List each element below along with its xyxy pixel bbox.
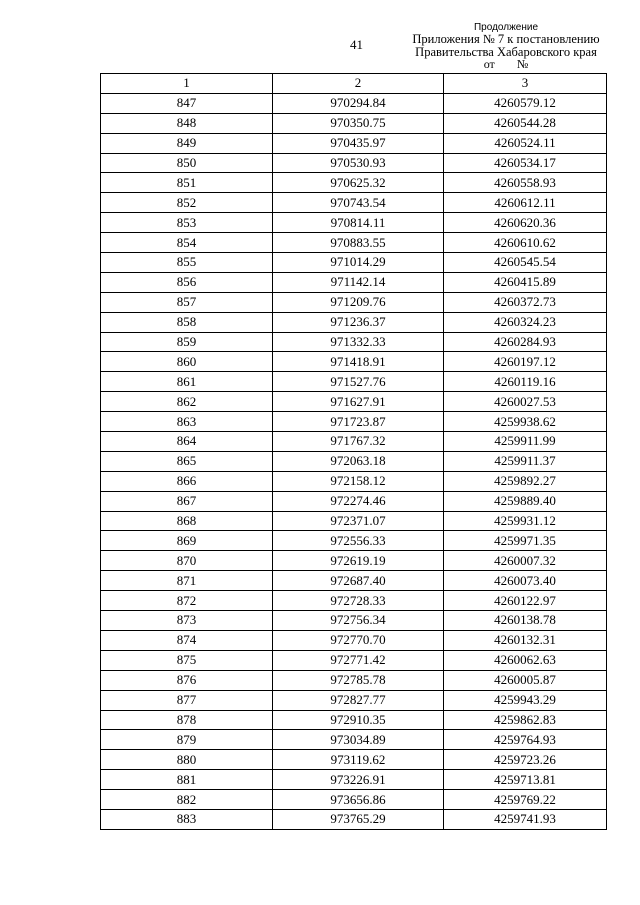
cell-x-coordinate: 972728.33 [273, 591, 444, 611]
cell-point-number: 867 [101, 491, 273, 511]
cell-y-coordinate: 4260620.36 [444, 213, 607, 233]
table-row [101, 292, 607, 312]
cell-x-coordinate: 972371.07 [273, 511, 444, 531]
cell-x-coordinate: 971527.76 [273, 372, 444, 392]
cell-x-coordinate: 970814.11 [273, 213, 444, 233]
cell-y-coordinate: 4260138.78 [444, 611, 607, 631]
table-row [101, 113, 607, 133]
table-row [101, 770, 607, 790]
cell-y-coordinate: 4260610.62 [444, 233, 607, 253]
table-row [101, 611, 607, 631]
header-continuation: Продолжение [473, 22, 539, 33]
cell-point-number: 864 [101, 432, 273, 452]
cell-x-coordinate: 972063.18 [273, 451, 444, 471]
cell-y-coordinate: 4259892.27 [444, 471, 607, 491]
cell-y-coordinate: 4260122.97 [444, 591, 607, 611]
table-row [101, 670, 607, 690]
cell-point-number: 847 [101, 93, 273, 113]
cell-x-coordinate: 971014.29 [273, 253, 444, 273]
coordinates-table [100, 73, 607, 830]
cell-point-number: 869 [101, 531, 273, 551]
table-row [101, 571, 607, 591]
cell-y-coordinate: 4260579.12 [444, 93, 607, 113]
cell-x-coordinate: 973119.62 [273, 750, 444, 770]
table-row [101, 451, 607, 471]
cell-x-coordinate: 971627.91 [273, 392, 444, 412]
cell-x-coordinate: 971236.37 [273, 312, 444, 332]
table-row [101, 710, 607, 730]
cell-point-number: 877 [101, 690, 273, 710]
table-row [101, 809, 607, 829]
appendix-header [406, 22, 606, 70]
table-row [101, 392, 607, 412]
table-row [101, 591, 607, 611]
table-row [101, 133, 607, 153]
cell-x-coordinate: 973765.29 [273, 809, 444, 829]
cell-y-coordinate: 4260324.23 [444, 312, 607, 332]
cell-x-coordinate: 972756.34 [273, 611, 444, 631]
cell-x-coordinate: 971418.91 [273, 352, 444, 372]
cell-point-number: 880 [101, 750, 273, 770]
cell-x-coordinate: 971332.33 [273, 332, 444, 352]
table-row [101, 352, 607, 372]
cell-x-coordinate: 972619.19 [273, 551, 444, 571]
cell-y-coordinate: 4260612.11 [444, 193, 607, 213]
table-row [101, 272, 607, 292]
cell-y-coordinate: 4260372.73 [444, 292, 607, 312]
cell-y-coordinate: 4259971.35 [444, 531, 607, 551]
cell-x-coordinate: 972274.46 [273, 491, 444, 511]
cell-x-coordinate: 972687.40 [273, 571, 444, 591]
table-row [101, 193, 607, 213]
column-header-y-coordinate: 3 [444, 74, 607, 94]
cell-point-number: 859 [101, 332, 273, 352]
cell-x-coordinate: 970435.97 [273, 133, 444, 153]
cell-x-coordinate: 970883.55 [273, 233, 444, 253]
cell-point-number: 851 [101, 173, 273, 193]
table-row [101, 491, 607, 511]
cell-x-coordinate: 972771.42 [273, 650, 444, 670]
page-number: 41 [350, 37, 363, 52]
cell-x-coordinate: 971142.14 [273, 272, 444, 292]
cell-y-coordinate: 4260132.31 [444, 630, 607, 650]
cell-point-number: 858 [101, 312, 273, 332]
cell-y-coordinate: 4260544.28 [444, 113, 607, 133]
cell-y-coordinate: 4259769.22 [444, 790, 607, 810]
table-row [101, 233, 607, 253]
cell-x-coordinate: 973226.91 [273, 770, 444, 790]
cell-y-coordinate: 4259862.83 [444, 710, 607, 730]
cell-y-coordinate: 4260027.53 [444, 392, 607, 412]
table-row [101, 173, 607, 193]
cell-x-coordinate: 970625.32 [273, 173, 444, 193]
cell-point-number: 868 [101, 511, 273, 531]
cell-point-number: 848 [101, 113, 273, 133]
cell-point-number: 861 [101, 372, 273, 392]
cell-y-coordinate: 4259764.93 [444, 730, 607, 750]
cell-point-number: 854 [101, 233, 273, 253]
table-row [101, 630, 607, 650]
table-body [101, 93, 607, 829]
table-row [101, 690, 607, 710]
header-date-label: от [483, 57, 495, 71]
cell-y-coordinate: 4260119.16 [444, 372, 607, 392]
cell-y-coordinate: 4259938.62 [444, 412, 607, 432]
table-row [101, 511, 607, 531]
table-row [101, 551, 607, 571]
cell-point-number: 879 [101, 730, 273, 750]
cell-x-coordinate: 972158.12 [273, 471, 444, 491]
cell-y-coordinate: 4259911.37 [444, 451, 607, 471]
cell-point-number: 850 [101, 153, 273, 173]
cell-y-coordinate: 4260007.32 [444, 551, 607, 571]
cell-x-coordinate: 972556.33 [273, 531, 444, 551]
cell-y-coordinate: 4259741.93 [444, 809, 607, 829]
table-row [101, 531, 607, 551]
cell-y-coordinate: 4259943.29 [444, 690, 607, 710]
cell-x-coordinate: 971723.87 [273, 412, 444, 432]
cell-point-number: 871 [101, 571, 273, 591]
header-number-label: № [516, 57, 529, 71]
table-row [101, 153, 607, 173]
cell-point-number: 856 [101, 272, 273, 292]
cell-point-number: 876 [101, 670, 273, 690]
header-date-line [406, 58, 606, 70]
cell-y-coordinate: 4260545.54 [444, 253, 607, 273]
cell-point-number: 857 [101, 292, 273, 312]
cell-y-coordinate: 4260524.11 [444, 133, 607, 153]
cell-point-number: 875 [101, 650, 273, 670]
cell-y-coordinate: 4259931.12 [444, 511, 607, 531]
cell-point-number: 855 [101, 253, 273, 273]
table-row [101, 790, 607, 810]
cell-point-number: 870 [101, 551, 273, 571]
cell-y-coordinate: 4260197.12 [444, 352, 607, 372]
cell-y-coordinate: 4259911.99 [444, 432, 607, 452]
table-row [101, 372, 607, 392]
cell-point-number: 865 [101, 451, 273, 471]
cell-point-number: 872 [101, 591, 273, 611]
cell-point-number: 866 [101, 471, 273, 491]
cell-y-coordinate: 4260005.87 [444, 670, 607, 690]
cell-x-coordinate: 970743.54 [273, 193, 444, 213]
cell-y-coordinate: 4259713.81 [444, 770, 607, 790]
cell-x-coordinate: 972827.77 [273, 690, 444, 710]
cell-point-number: 874 [101, 630, 273, 650]
cell-x-coordinate: 970294.84 [273, 93, 444, 113]
cell-point-number: 881 [101, 770, 273, 790]
table-row [101, 332, 607, 352]
header-appendix-line: Приложения № 7 к постановлению [412, 32, 600, 46]
cell-y-coordinate: 4260534.17 [444, 153, 607, 173]
cell-x-coordinate: 972785.78 [273, 670, 444, 690]
cell-point-number: 853 [101, 213, 273, 233]
table-row [101, 412, 607, 432]
cell-x-coordinate: 973034.89 [273, 730, 444, 750]
cell-x-coordinate: 971767.32 [273, 432, 444, 452]
cell-x-coordinate: 972910.35 [273, 710, 444, 730]
cell-point-number: 873 [101, 611, 273, 631]
cell-y-coordinate: 4260415.89 [444, 272, 607, 292]
column-header-point-number: 1 [101, 74, 273, 94]
table-row [101, 432, 607, 452]
table-header-row [101, 74, 607, 94]
table-row [101, 253, 607, 273]
header-government-line: Правительства Хабаровского края [415, 44, 597, 59]
cell-x-coordinate: 972770.70 [273, 630, 444, 650]
cell-point-number: 849 [101, 133, 273, 153]
cell-x-coordinate: 971209.76 [273, 292, 444, 312]
cell-point-number: 852 [101, 193, 273, 213]
cell-point-number: 878 [101, 710, 273, 730]
cell-point-number: 882 [101, 790, 273, 810]
cell-x-coordinate: 973656.86 [273, 790, 444, 810]
table-row [101, 93, 607, 113]
cell-point-number: 863 [101, 412, 273, 432]
table-row [101, 730, 607, 750]
cell-y-coordinate: 4260073.40 [444, 571, 607, 591]
table-row [101, 213, 607, 233]
table-row [101, 750, 607, 770]
table-row [101, 650, 607, 670]
cell-point-number: 862 [101, 392, 273, 412]
cell-y-coordinate: 4260284.93 [444, 332, 607, 352]
cell-x-coordinate: 970350.75 [273, 113, 444, 133]
cell-y-coordinate: 4260558.93 [444, 173, 607, 193]
cell-y-coordinate: 4259889.40 [444, 491, 607, 511]
cell-x-coordinate: 970530.93 [273, 153, 444, 173]
table-row [101, 312, 607, 332]
cell-y-coordinate: 4260062.63 [444, 650, 607, 670]
cell-y-coordinate: 4259723.26 [444, 750, 607, 770]
cell-point-number: 883 [101, 809, 273, 829]
cell-point-number: 860 [101, 352, 273, 372]
column-header-x-coordinate: 2 [273, 74, 444, 94]
table-row [101, 471, 607, 491]
